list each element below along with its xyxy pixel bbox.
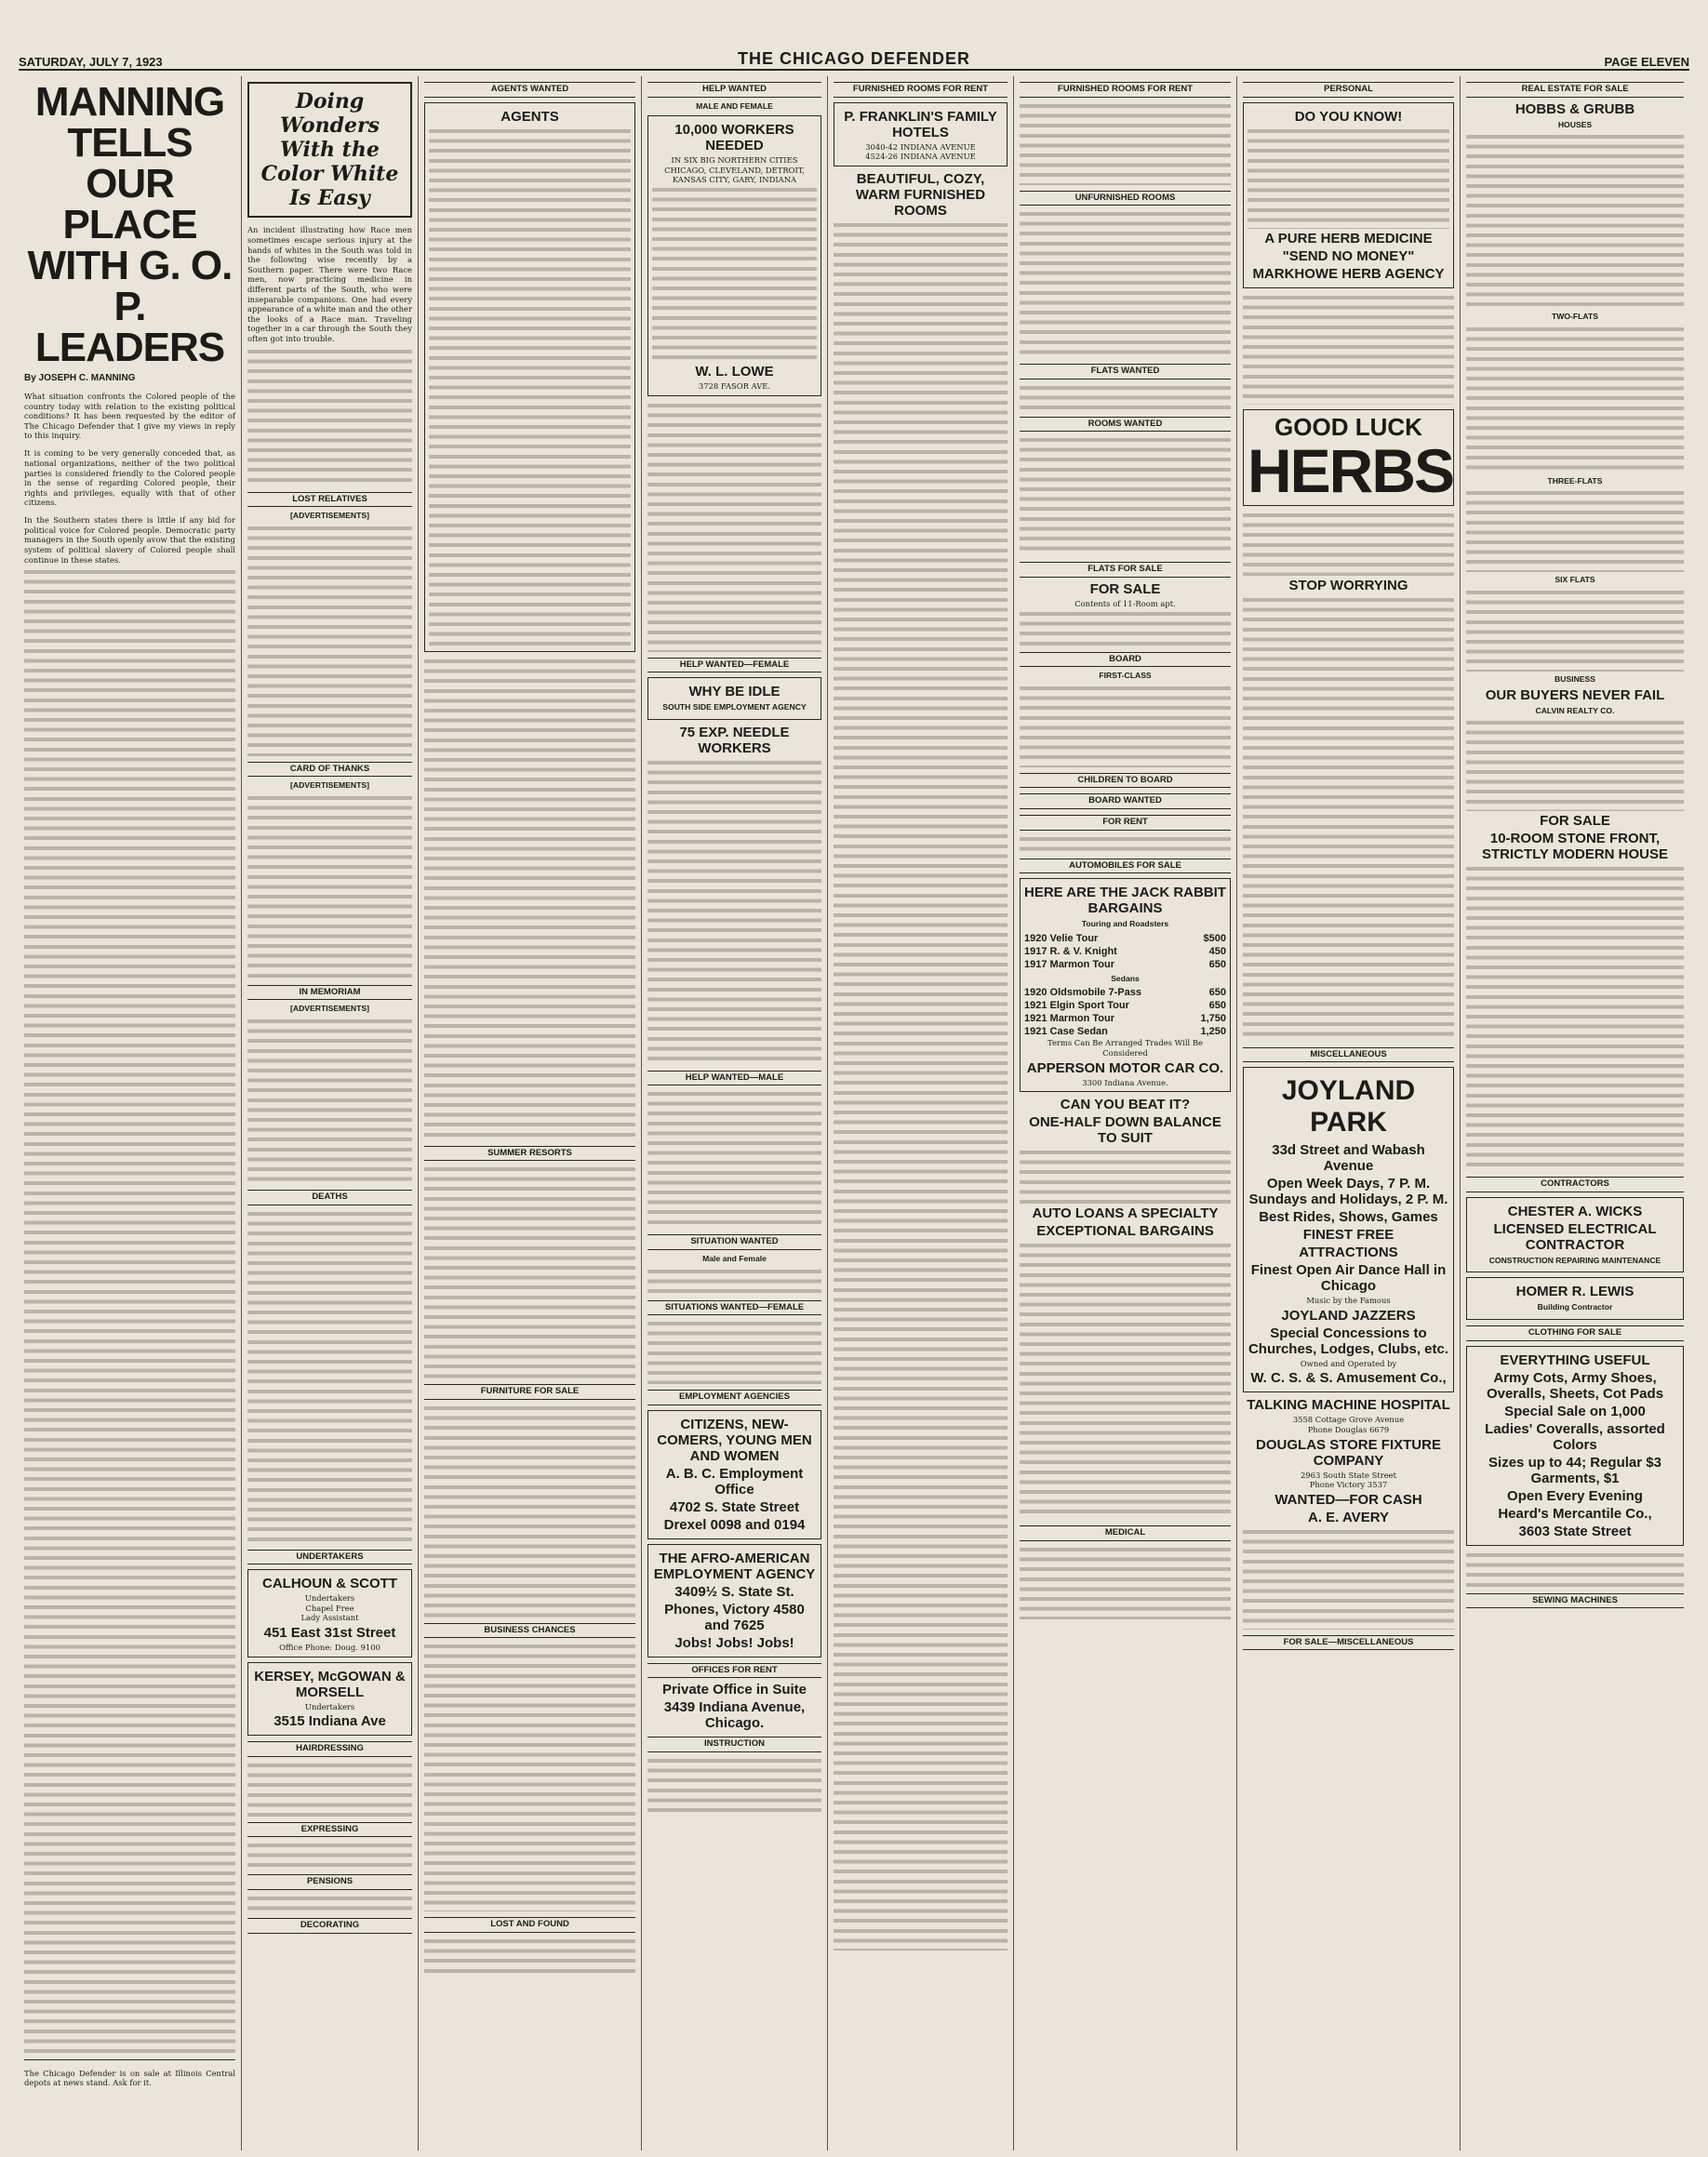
card-of-thanks-filler [247, 793, 412, 979]
furniture-sale-filler [424, 1404, 635, 1618]
car-price: 650 [1208, 958, 1226, 970]
herbs: HERBS [1248, 435, 1454, 505]
two-flats-filler [1466, 325, 1684, 473]
workers-ad-filler [652, 185, 817, 362]
car-name: 1917 Marmon Tour [1024, 958, 1114, 970]
abc-office: A. B. C. Employment Office [665, 1465, 804, 1498]
car-row [1024, 986, 1226, 999]
hotel-name: P. FRANKLIN'S FAMILY HOTELS [844, 108, 997, 140]
three-flats-filler [1466, 488, 1684, 572]
firm-line: Undertakers [304, 1701, 355, 1711]
talking-phone: Phone Douglas 6679 [1307, 1424, 1390, 1434]
talking-machine: TALKING MACHINE HOSPITAL [1247, 1397, 1450, 1414]
wicks-ad [1466, 1197, 1684, 1273]
feature-body: An incident illustrating how Race men sometimes escape serious injury at the hands of whites in the South was told in the following wise recently by a Southern paper. There were two Race men, now practicing medicine in different parts of the South, who were inseparable companions. One had every appearance of a white man and the other the looks of a Race man. Traveling together in a car through the South they often got into trouble. [247, 225, 412, 343]
firm-phone: Office Phone: Doug. 9100 [279, 1643, 380, 1653]
situation-wanted-sub: Male and Female [702, 1253, 767, 1263]
board-filler [1020, 684, 1231, 767]
feature-body-filler [247, 347, 412, 486]
joyland-address: 33d Street and Wabash Avenue [1272, 1142, 1425, 1175]
car-name: 1917 R. & V. Knight [1024, 945, 1117, 957]
bargains-filler [1020, 1241, 1231, 1520]
afro-agency-address: 3409½ S. State St. [674, 1583, 794, 1600]
article-body-filler [24, 567, 235, 2056]
column-4 [642, 76, 828, 2150]
help-male-filler [647, 1089, 821, 1229]
hairdressing-header: HAIRDRESSING [247, 1741, 412, 1757]
columns [19, 76, 1689, 2150]
situation-wanted-filler [647, 1267, 821, 1295]
franklin-hotels-ad [834, 102, 1007, 166]
car-row [1024, 1025, 1226, 1038]
deaths-header: DEATHS [247, 1190, 412, 1205]
help-wanted-header: HELP WANTED [647, 82, 821, 98]
clothing-filler [1466, 1551, 1684, 1588]
divider [24, 2059, 235, 2060]
calvin-realty: CALVIN REALTY CO. [1535, 705, 1615, 715]
pensions-header: PENSIONS [247, 1874, 412, 1890]
office-address: 3439 Indiana Avenue, Chicago. [663, 1699, 806, 1732]
joyland-rides: Best Rides, Shows, Games [1259, 1209, 1438, 1226]
good-luck-herbs-ad [1243, 409, 1454, 506]
finest-free: FINEST FREE [1302, 1227, 1394, 1244]
workers-headline: 10,000 WORKERS NEEDED [674, 122, 794, 154]
flats-sale-filler [1020, 609, 1231, 646]
flats-wanted-header: FLATS WANTED [1020, 364, 1231, 379]
herbs-filler [1243, 511, 1454, 576]
help-wanted-subhead: MALE AND FEMALE [696, 100, 773, 111]
instruction-filler [647, 1756, 821, 1812]
lost-relatives-note: [ADVERTISEMENTS] [290, 511, 369, 521]
agents-ad-filler [429, 126, 631, 647]
medical-header: MEDICAL [1020, 1525, 1231, 1541]
special-sale: Special Sale on 1,000 [1504, 1403, 1646, 1419]
sale-misc-header: FOR SALE—MISCELLANEOUS [1243, 1635, 1454, 1651]
column-3 [419, 76, 642, 2150]
paper-name: THE CHICAGO DEFENDER [737, 49, 970, 68]
situations-female-filler [647, 1319, 821, 1384]
lost-found-header: LOST AND FOUND [424, 1917, 635, 1933]
undertakers-header: UNDERTAKERS [247, 1550, 412, 1565]
car-price: 450 [1208, 945, 1226, 957]
in-memoriam-filler [247, 1017, 412, 1184]
hotel-address-2: 4524-26 INDIANA AVENUE [865, 152, 976, 162]
three-flats-subhead: THREE-FLATS [1547, 475, 1603, 486]
car-name: 1921 Marmon Tour [1024, 1013, 1114, 1025]
furnished-rooms-header: FURNISHED ROOMS FOR RENT [834, 82, 1007, 98]
rooms-wanted-filler [1020, 435, 1231, 556]
stop-worrying-filler [1243, 595, 1454, 1042]
agents-listings-filler [424, 657, 635, 1140]
column-6 [1014, 76, 1237, 2150]
rooms-wanted-header: ROOMS WANTED [1020, 417, 1231, 433]
sewing-header: SEWING MACHINES [1466, 1593, 1684, 1609]
article-headline: MANNING TELLS OUR PLACE WITH G. O. P. LEADERS [27, 79, 233, 370]
real-estate-header: REAL ESTATE FOR SALE [1466, 82, 1684, 98]
agents-subhead: AGENTS [500, 108, 559, 125]
help-female-header: HELP WANTED—FEMALE [647, 658, 821, 673]
furnished-rooms-filler [834, 220, 1007, 1951]
instruction-header: INSTRUCTION [647, 1737, 821, 1752]
owned-by: Owned and Operated by [1300, 1358, 1397, 1368]
decorating-header: DECORATING [247, 1918, 412, 1934]
special-concessions: Special Concessions to Churches, Lodges, Clubs, etc. [1248, 1325, 1449, 1357]
agency-address: 3728 FASOR AVE. [698, 380, 771, 391]
workers-cities: IN SIX BIG NORTHERN CITIES CHICAGO, CLEVELAND, DETROIT, KANSAS CITY, GARY, INDIANA [664, 155, 805, 185]
army-goods: Army Cots, Army Shoes, Overalls, Sheets, Cot Pads [1486, 1369, 1664, 1402]
situation-wanted-header: SITUATION WANTED [647, 1234, 821, 1250]
dance-hall: Finest Open Air Dance Hall in Chicago [1250, 1262, 1447, 1295]
rooms-filler [1020, 101, 1231, 185]
business-chances-filler [424, 1642, 635, 1911]
card-of-thanks-note: [ADVERTISEMENTS] [290, 780, 369, 791]
joyland-ad [1243, 1067, 1454, 1392]
for-sale: FOR SALE [1089, 580, 1161, 597]
pensions-filler [247, 1894, 412, 1912]
hobbs-grubb: HOBBS & GRUBB [1515, 100, 1635, 117]
apperson-name: APPERSON MOTOR CAR CO. [1026, 1059, 1224, 1076]
article-paragraph: In the Southern states there is little if any bid for political voice for Colored people. Democratic party managers in the South openly avow that the existing system of political slavery of Colored people shall continue in these states. [24, 515, 235, 565]
situations-female-header: SITUATIONS WANTED—FEMALE [647, 1300, 821, 1316]
firm-name: KERSEY, McGOWAN & MORSELL [254, 1668, 406, 1700]
pure-herb: A PURE HERB MEDICINE [1264, 230, 1433, 246]
lost-found-filler [424, 1937, 635, 1974]
car-row [1024, 1012, 1226, 1025]
houses-subhead: HOUSES [1557, 119, 1593, 129]
douglas-fixture: DOUGLAS STORE FIXTURE COMPANY [1256, 1436, 1441, 1469]
flats-wanted-filler [1020, 383, 1231, 411]
citizens-headline: CITIZENS, NEW-COMERS, YOUNG MEN AND WOMEN [657, 1416, 812, 1464]
first-class: FIRST-CLASS [1099, 671, 1152, 681]
expressing-header: EXPRESSING [247, 1822, 412, 1838]
wicks-services: CONSTRUCTION REPAIRING MAINTENANCE [1488, 1255, 1661, 1265]
music-by: Music by the Famous [1306, 1296, 1391, 1306]
coveralls: Ladies' Coveralls, assorted Colors [1485, 1420, 1665, 1453]
help-female-filler [647, 758, 821, 1065]
car-price: 1,750 [1200, 1013, 1226, 1025]
business-chances-header: BUSINESS CHANCES [424, 1623, 635, 1639]
why-be-idle: WHY BE IDLE [688, 684, 781, 700]
apperson-ad [1020, 878, 1231, 1092]
car-name: 1920 Velie Tour [1024, 932, 1099, 944]
firm-name: CALHOUN & SCOTT [262, 1576, 397, 1592]
hairdressing-filler [247, 1761, 412, 1817]
send-no-money: "SEND NO MONEY" [1282, 247, 1415, 264]
douglas-address: 2963 South State Street [1300, 1470, 1397, 1480]
firm-line: Lady Assistant [300, 1613, 359, 1623]
column-2 [242, 76, 419, 2150]
abc-address: 4702 S. State Street [669, 1498, 800, 1515]
car-row [1024, 932, 1226, 945]
page-number: PAGE ELEVEN [1604, 55, 1689, 69]
in-memoriam-header: IN MEMORIAM [247, 985, 412, 1001]
stop-worrying: STOP WORRYING [1288, 577, 1408, 593]
furniture-sale-header: FURNITURE FOR SALE [424, 1384, 635, 1400]
sale-notice: The Chicago Defender is on sale at Illinois Central depots at news stand. Ask for it. [24, 2068, 235, 2088]
car-price: $500 [1203, 932, 1226, 944]
abc-phones: Drexel 0098 and 0194 [663, 1516, 806, 1533]
contents-line: Contents of 11-Room apt. [1074, 598, 1176, 608]
wanted-cash: WANTED—FOR CASH [1274, 1491, 1422, 1508]
houses-filler [1466, 132, 1684, 309]
avery: A. E. AVERY [1308, 1509, 1389, 1525]
column-1 [19, 76, 242, 2150]
agency-subhead: SOUTH SIDE EMPLOYMENT AGENCY [662, 702, 807, 712]
summer-resorts-filler [424, 1165, 635, 1378]
sedans-label: Sedans [1111, 973, 1140, 983]
afro-agency-name: THE AFRO-AMERICAN EMPLOYMENT AGENCY [653, 1550, 816, 1582]
two-flats-subhead: TWO-FLATS [1552, 312, 1598, 322]
six-flats-filler [1466, 588, 1684, 672]
bargains-filler [1466, 718, 1684, 811]
autos-filler [1020, 1148, 1231, 1204]
car-name: 1921 Case Sedan [1024, 1026, 1108, 1038]
car-row [1024, 945, 1226, 958]
car-name: 1921 Elgin Sport Tour [1024, 1000, 1129, 1012]
firm-line: Chapel Free [305, 1603, 354, 1613]
terms-line: Terms Can Be Arranged Trades Will Be Considered [1047, 1038, 1203, 1058]
lewis-sub: Building Contractor [1537, 1302, 1613, 1312]
contractors-header: CONTRACTORS [1466, 1177, 1684, 1192]
help-wanted-filler [647, 401, 821, 652]
calhoun-scott-ad [247, 1569, 412, 1657]
article-byline: By JOSEPH C. MANNING [24, 373, 136, 383]
column-5 [828, 76, 1014, 2150]
personal-header: PERSONAL [1243, 82, 1454, 98]
medical-filler [1020, 1545, 1231, 1619]
offices-rent-header: OFFICES FOR RENT [647, 1663, 821, 1679]
heard-name: Heard's Mercantile Co., [1498, 1505, 1652, 1522]
amusement-co: W. C. S. & S. Amusement Co., [1250, 1370, 1447, 1387]
buyers-never-fail: OUR BUYERS NEVER FAIL [1485, 686, 1665, 703]
six-flats-subhead: SIX FLATS [1555, 575, 1595, 585]
firm-address: 451 East 31st Street [263, 1625, 396, 1642]
joyland-hours: Open Week Days, 7 P. M. Sundays and Holidays, 2 P. M. [1248, 1176, 1448, 1208]
employment-agencies-header: EMPLOYMENT AGENCIES [647, 1390, 821, 1405]
auto-loans: AUTO LOANS A SPECIALTY [1032, 1205, 1219, 1222]
good-luck: GOOD LUCK [1274, 412, 1422, 441]
lewis-ad [1466, 1277, 1684, 1320]
firm-address: 3515 Indiana Ave [274, 1713, 386, 1730]
heard-address: 3603 State Street [1518, 1523, 1632, 1539]
deaths-filler [247, 1209, 412, 1544]
hotel-address-1: 3040-42 INDIANA AVENUE [865, 141, 976, 152]
real-estate-filler [1466, 864, 1684, 1171]
miscellaneous-header: MISCELLANEOUS [1243, 1047, 1454, 1063]
everything-useful: EVERYTHING USEFUL [1500, 1351, 1650, 1368]
do-you-know: DO YOU KNOW! [1294, 108, 1403, 125]
furnished-rooms-header-2: FURNISHED ROOMS FOR RENT [1020, 82, 1231, 98]
expressing-filler [247, 1841, 412, 1869]
douglas-phone: Phone Victory 3537 [1309, 1480, 1388, 1490]
help-male-header: HELP WANTED—MALE [647, 1071, 821, 1086]
summer-resorts-header: SUMMER RESORTS [424, 1146, 635, 1162]
car-price: 650 [1208, 987, 1226, 999]
flats-sale-header: FLATS FOR SALE [1020, 562, 1231, 578]
business-subhead: BUSINESS [1555, 673, 1595, 684]
jack-rabbit-headline: HERE ARE THE JACK RABBIT BARGAINS [1024, 885, 1226, 917]
for-rent-header: FOR RENT [1020, 815, 1231, 831]
joyland-park: JOYLAND PARK [1281, 1075, 1416, 1138]
agents-ad [424, 102, 635, 652]
column-8 [1461, 76, 1689, 2150]
beautiful-rooms: BEAUTIFUL, COZY, WARM FURNISHED ROOMS [855, 170, 986, 219]
lewis-name: HOMER R. LEWIS [1515, 1284, 1635, 1300]
unfurnished-rooms-header: UNFURNISHED ROOMS [1020, 191, 1231, 206]
car-price: 650 [1208, 1000, 1226, 1012]
open-evening: Open Every Evening [1507, 1487, 1643, 1504]
firm-line: Undertakers [304, 1593, 355, 1604]
joyland-jazzers: JOYLAND JAZZERS [1281, 1307, 1416, 1324]
lost-relatives-header: LOST RELATIVES [247, 492, 412, 508]
unfurnished-filler [1020, 209, 1231, 358]
ten-room-house: 10-ROOM STONE FRONT, STRICTLY MODERN HOUSE [1481, 831, 1669, 863]
board-wanted-header: BOARD WANTED [1020, 793, 1231, 809]
herb-ad-filler [1248, 126, 1449, 229]
afro-agency-phone: Phones, Victory 4580 and 7625 [664, 1601, 805, 1633]
issue-date: SATURDAY, JULY 7, 1923 [19, 55, 163, 69]
agency-name: W. L. LOWE [695, 363, 774, 379]
herb-ad [1243, 102, 1454, 288]
car-name: 1920 Oldsmobile 7-Pass [1024, 987, 1141, 999]
car-row [1024, 958, 1226, 971]
card-of-thanks-header: CARD OF THANKS [247, 762, 412, 778]
children-board-header: CHILDREN TO BOARD [1020, 773, 1231, 789]
clothing-header: CLOTHING FOR SALE [1466, 1325, 1684, 1341]
article-paragraph: It is coming to be very generally conceded that, as national organizations, neither of the two political parties is considered friendly to the Colored people in the sense of regarding Colored people, their rights and privileges, equally with that of other citizens. [24, 448, 235, 508]
attractions: ATTRACTIONS [1299, 1245, 1398, 1261]
column-7 [1237, 76, 1461, 2150]
board-header: BOARD [1020, 652, 1231, 668]
can-you-beat-it: CAN YOU BEAT IT? [1060, 1097, 1191, 1113]
exceptional-bargains: EXCEPTIONAL BARGAINS [1036, 1223, 1214, 1240]
afro-american-agency-ad [647, 1544, 821, 1658]
heard-ad [1466, 1346, 1684, 1546]
apperson-address: 3300 Indiana Avenue. [1082, 1077, 1168, 1087]
markhowe: MARKHOWE HERB AGENCY [1252, 265, 1445, 282]
kersey-ad [247, 1662, 412, 1737]
automobiles-header: AUTOMOBILES FOR SALE [1020, 859, 1231, 874]
agents-wanted-header: AGENTS WANTED [424, 82, 635, 98]
for-rent-filler [1020, 834, 1231, 853]
jobs-line: Jobs! Jobs! Jobs! [674, 1634, 794, 1651]
private-office: Private Office in Suite [661, 1682, 807, 1698]
south-side-agency-ad [647, 677, 821, 720]
car-price: 1,250 [1200, 1026, 1226, 1038]
touring-label: Touring and Roadsters [1081, 919, 1169, 929]
in-memoriam-note: [ADVERTISEMENTS] [290, 1004, 369, 1014]
article-paragraph: What situation confronts the Colored people of the country today with relation to the existing political conditions? It has been requested by the editor of The Chicago Defender that I give my views in reply to this inquiry. [24, 391, 235, 441]
half-down: ONE-HALF DOWN BALANCE TO SUIT [1029, 1114, 1221, 1147]
feature-headline: Doing Wonders With the Color White Is Easy [247, 82, 412, 218]
masthead [19, 17, 1689, 71]
workers-ad [647, 115, 821, 395]
lost-relatives-filler [247, 524, 412, 756]
wicks-name: CHESTER A. WICKS [1507, 1203, 1643, 1219]
needle-workers: 75 EXP. NEEDLE WORKERS [679, 724, 790, 756]
car-row [1024, 999, 1226, 1012]
sizes: Sizes up to 44; Regular $3 Garments, $1 [1488, 1454, 1661, 1486]
misc-filler [1243, 1527, 1454, 1630]
talking-address: 3558 Cottage Grove Avenue [1292, 1415, 1405, 1425]
abc-employment-ad [647, 1410, 821, 1539]
for-sale-heading: FOR SALE [1540, 813, 1610, 830]
personal-filler [1243, 293, 1454, 405]
wicks-licensed: LICENSED ELECTRICAL CONTRACTOR [1493, 1220, 1657, 1253]
